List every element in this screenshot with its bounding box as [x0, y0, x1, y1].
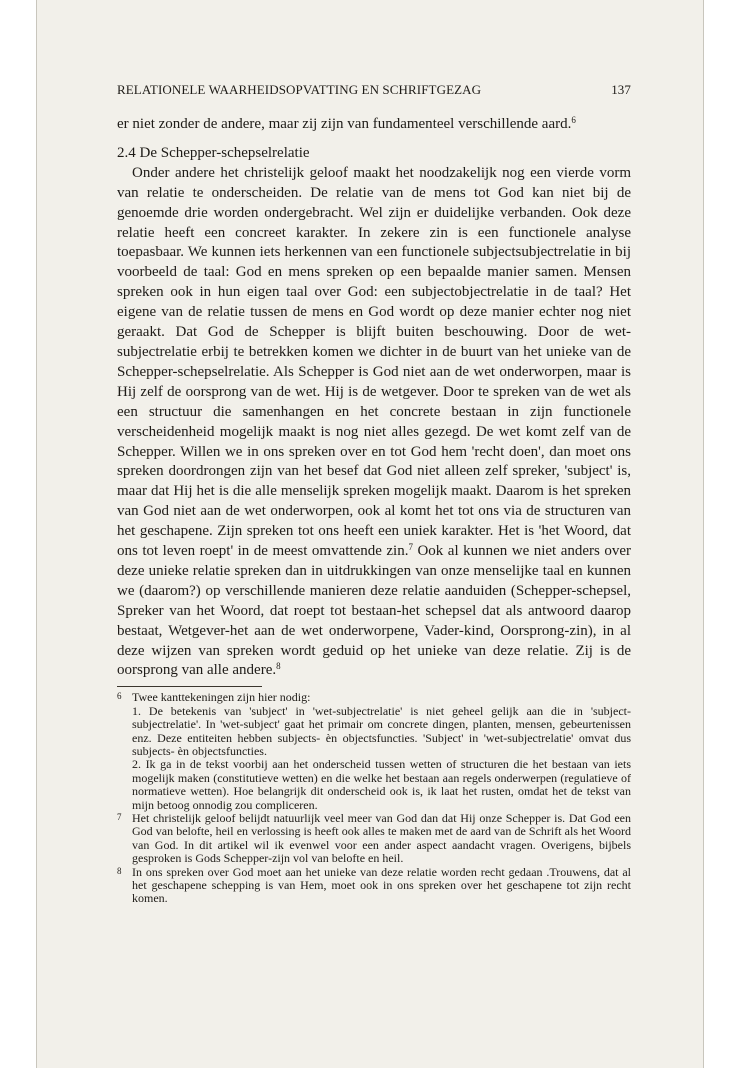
footnote-ref-7: 7 — [408, 542, 413, 553]
footnote-text: 1. De betekenis van 'subject' in 'wet-subjectrelatie' is niet geheel gelijk aan die in 'subject-subjectrelatie'. In 'wet-subject' gaat het primair om concrete dingen, planten, mensen, gebeurtenissen enz. Deze entiteiten hebben subjects- èn objectsfuncties. 'Subject' in 'wet-subjectrelatie' omvat dus subjects- èn objectsfuncties. — [132, 703, 631, 758]
footnote-marker: 6 — [117, 691, 122, 702]
lead-text: er niet zonder de andere, maar zij zijn van fundamenteel verschillende aard. — [117, 116, 572, 132]
footnote-ref-8: 8 — [276, 661, 281, 672]
body-text-a: Onder andere het christelijk geloof maakt het noodzakelijk nog een vierde vorm van relatie te onderscheiden. De relatie van de mens tot God kan niet bij de genoemde drie worden ondergebracht. Wel zijn er duidelijke verbanden. Ook deze relatie heeft een concreet karakter. In zekere zin is een functionele analyse toepasbaar. We kunnen iets herkennen van een functionele subjectsubjectrelatie in bij voorbeeld de taal: God en mens spreken op een bepaalde manier samen. Mensen spreken ook in hun eigen taal over God: een subjectobjectrelatie in de taal? Het eigene van de relatie tussen de mens en God wordt op deze manier echter nog niet geraakt. Dat God de Schepper is blijft buiten beschouwing. Door de wet-subjectrelatie erbij te betrekken komen we dichter in de buurt van het unieke van de Schepper-schepselrelatie. Als Schepper is God niet aan de wet onderworpen, maar is Hij zelf de oorsprong van de wet. Hij is de wetgever. Door te spreken van de wet als een structuur die samenhangen en het concrete bestaan in zijn functionele verscheidenheid mogelijk maakt is nog niet alles gezegd. De wet komt zelf van de Schepper. Willen we in ons spreken over en tot God hem 'recht doen', dan moet ons spreken doordrongen zijn van het besef dat God niet alleen zelf spreker, 'subject' is, maar dat Hij het is die alle menselijk spreken mogelijk maakt. Daarom is het spreken van God niet aan de wet onderworpen, ook al komt het tot ons via de structuren van het geschapene. Zijn spreken tot ons heeft een uniek karakter. Het is 'het Woord, dat ons tot leven roept' in de meest omvattende zin. — [117, 164, 631, 560]
footnote-marker: 7 — [117, 812, 122, 823]
running-title: RELATIONELE WAARHEIDSOPVATTING EN SCHRIFTGEZAG — [117, 82, 482, 97]
footnote-7 — [117, 812, 631, 866]
footnote-6 — [117, 691, 631, 812]
body-text-b: Ook al kunnen we niet anders over deze unieke relatie spreken dan in uitdrukkingen van onze menselijke taal en kunnen we (daarom?) op verschillende manieren deze relatie aanduiden (Schepper-schepsel, Spreker van het Woord, dat roept tot bestaan-het schepsel dat als antwoord daarop bestaat, Wetgever-het aan de wet onderworpene, Vader-kind, Oorsprong-zin), in al deze wijzen van spreken wordt geduid op het unieke van deze relatie. Zij is de oorsprong van alle andere. — [117, 543, 631, 679]
lead-paragraph — [117, 115, 631, 135]
footnote-text: 2. Ik ga in de tekst voorbij aan het onderscheid tussen wetten of structuren die het bestaan van iets mogelijk maken (constitutieve wetten) en die welke het bestaan aan regels onderwerpen (regulatieve of normatieve wetten). Hoe belangrijk dit onderscheid ook is, ik laat het rusten, omdat het de tekst van mijn betoog onnodig zou compliceren. — [132, 757, 631, 812]
footnote-marker: 8 — [117, 865, 122, 876]
footnote-8 — [117, 866, 631, 906]
book-page — [36, 0, 704, 1068]
page-content — [117, 115, 631, 906]
section-heading: 2.4 De Schepper-schepselrelatie — [117, 144, 310, 161]
footnote-ref-6: 6 — [571, 115, 576, 125]
page-number: 137 — [611, 82, 631, 97]
footnote-text: Het christelijk geloof belijdt natuurlijk veel meer van God dan dat Hij onze Schepper is. Dat God een God van belofte, heil en verlossing is heeft ook alles te maken met de aard van de Schrift als het Woord van God. In dit artikel wil ik evenwel voor een ander aspect aandacht vragen. Overigens, bijbels gesproken is Gods Schepper-zijn vol van belofte en heil. — [132, 811, 631, 866]
footnote-text: Twee kanttekeningen zijn hier nodig: — [132, 690, 311, 705]
footnotes — [117, 691, 631, 906]
footnote-divider — [117, 686, 262, 687]
footnote-text: In ons spreken over God moet aan het unieke van deze relatie worden recht gedaan .Trouwens, dat al het geschapene schepping is van Hem, moet ook in ons spreken over het geschapene tot zijn recht komen. — [132, 864, 631, 906]
section-body — [117, 164, 631, 682]
